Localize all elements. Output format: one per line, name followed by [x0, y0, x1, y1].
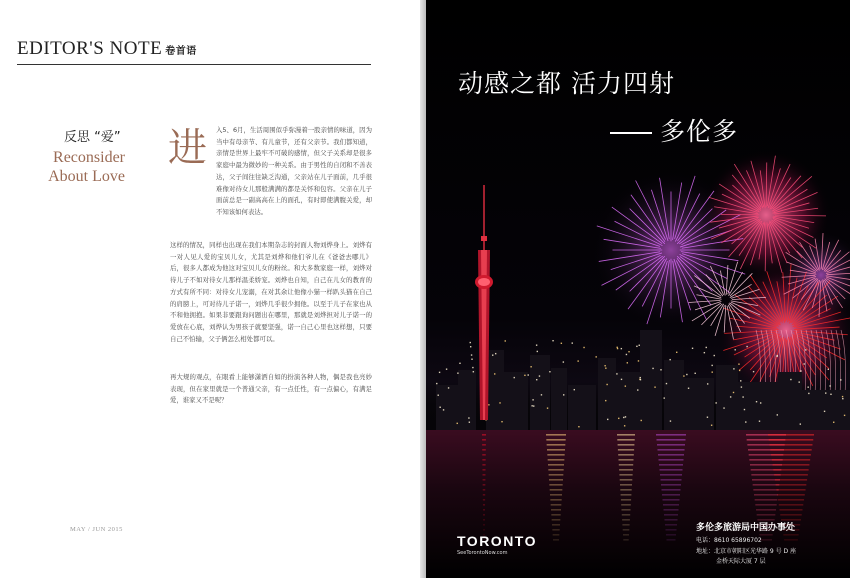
- reflection-streak: [617, 434, 635, 436]
- reflection-streak: [482, 434, 486, 436]
- reflection-streak: [753, 484, 780, 486]
- reflection-streak: [546, 439, 565, 441]
- window-light: [448, 387, 449, 388]
- window-light: [714, 355, 715, 356]
- window-light: [616, 373, 617, 374]
- window-light: [652, 368, 653, 369]
- reflection-streak: [623, 534, 629, 536]
- ad-headline-city: 多伦多: [660, 117, 739, 146]
- window-light: [830, 394, 831, 395]
- reflection-streak: [621, 499, 631, 501]
- window-light: [800, 423, 801, 424]
- reflection-streak: [483, 514, 485, 516]
- window-light: [730, 396, 731, 397]
- reflection-streak: [772, 459, 810, 461]
- window-light: [706, 347, 707, 348]
- window-light: [842, 396, 843, 397]
- window-light: [676, 352, 677, 353]
- window-light: [605, 400, 606, 401]
- reflection-streak: [483, 529, 484, 531]
- window-light: [742, 396, 743, 397]
- window-light: [618, 418, 619, 419]
- window-light: [536, 344, 537, 345]
- reflection-streak: [667, 539, 676, 541]
- window-light: [621, 348, 622, 349]
- header-divider: [17, 64, 371, 65]
- reflection-streak: [553, 534, 560, 536]
- reflection-streak: [618, 454, 634, 456]
- reflection-streak: [551, 514, 560, 516]
- reflection-streak: [661, 479, 682, 481]
- window-light: [539, 375, 540, 376]
- window-light: [473, 371, 474, 372]
- reflection-streak: [483, 519, 485, 521]
- window-light: [457, 372, 458, 373]
- reflection-streak: [755, 499, 778, 501]
- reflection-streak: [482, 454, 485, 456]
- window-light: [469, 422, 470, 423]
- window-light: [807, 386, 808, 387]
- window-light: [669, 359, 670, 360]
- reflection-streak: [777, 494, 805, 496]
- reflection-streak: [622, 509, 631, 511]
- reflection-streak: [549, 474, 564, 476]
- reflection-streak: [755, 504, 776, 506]
- window-light: [625, 385, 626, 386]
- reflection-streak: [618, 444, 635, 446]
- reflection-streak: [549, 484, 562, 486]
- reflection-streak: [666, 534, 676, 536]
- window-light: [563, 361, 564, 362]
- window-light: [446, 368, 447, 369]
- article-title-en: [35, 148, 125, 186]
- reflection-streak: [769, 439, 813, 441]
- logo-wordmark: TORONTO: [457, 533, 537, 549]
- window-light: [621, 379, 622, 380]
- reflection-streak: [665, 524, 677, 526]
- window-light: [641, 420, 642, 421]
- window-light: [572, 342, 573, 343]
- ad-headline-line2: [610, 112, 738, 148]
- reflection-streak: [780, 509, 803, 511]
- window-light: [842, 398, 843, 399]
- reflection-streak: [660, 474, 682, 476]
- window-light: [541, 394, 542, 395]
- window-light: [639, 345, 640, 346]
- reflection-streak: [663, 504, 679, 506]
- reflection-streak: [770, 449, 811, 451]
- window-light: [514, 377, 515, 378]
- window-light: [499, 402, 500, 403]
- window-light: [547, 407, 548, 408]
- section-title-en: EDITOR'S NOTE: [17, 38, 163, 59]
- window-light: [670, 420, 671, 421]
- window-light: [740, 380, 741, 381]
- window-light: [776, 356, 777, 357]
- article-paragraph-3: 再大规的观点，在眼看上能够潇洒自如的扮演各种人物，偶是我也亮妙表现，但在家里就是一个普通父亲，有一点任性，有一点偏心，有满足爱，谁家又不是呢？: [170, 373, 372, 405]
- window-light: [574, 389, 575, 390]
- window-light: [664, 397, 665, 398]
- reflection-streak: [623, 539, 628, 541]
- window-light: [439, 372, 440, 373]
- window-light: [495, 353, 496, 354]
- reflection-streak: [768, 434, 814, 436]
- reflection-streak: [620, 479, 633, 481]
- window-light: [438, 395, 439, 396]
- window-light: [577, 360, 578, 361]
- reflection-streak: [780, 514, 801, 516]
- reflection-streak: [620, 484, 632, 486]
- window-light: [471, 354, 472, 355]
- window-light: [840, 379, 841, 380]
- reflection-streak: [618, 449, 634, 451]
- window-light: [638, 360, 639, 361]
- reflection-streak: [622, 514, 630, 516]
- window-light: [607, 419, 608, 420]
- article-paragraph-1: 入5、6月，生活周围似乎弥漫着一股亲情的味道，因为当中有母亲节、有儿童节，还有父亲节。我们都知道，亲情是世界上最牢不可破的感情，但父子关系却是很多家庭中最为微妙的一种关系。由于男性的自闭和不善表达，父子间往往缺乏沟通，父亲站在儿子面前，几乎很难像对待女儿那般满满的都是关怀和包容。父亲在儿子面前总是一副高高在上的面孔，有时即使满腹关爱，却不知该如何表达。: [216, 126, 372, 216]
- window-light: [800, 370, 801, 371]
- window-light: [488, 404, 489, 405]
- window-light: [712, 371, 713, 372]
- window-light: [829, 385, 830, 386]
- window-light: [492, 354, 493, 355]
- window-light: [660, 369, 661, 370]
- reflection-streak: [776, 489, 805, 491]
- window-light: [617, 348, 618, 349]
- window-light: [606, 384, 607, 385]
- window-light: [746, 346, 747, 347]
- window-light: [741, 386, 742, 387]
- window-light: [640, 377, 641, 378]
- reflection-streak: [482, 459, 485, 461]
- reflection-streak: [483, 484, 486, 486]
- reflection-streak: [552, 519, 561, 521]
- reflection-streak: [779, 504, 804, 506]
- firework-streak: [721, 214, 759, 215]
- reflection-streak: [619, 474, 632, 476]
- reflection-streak: [661, 484, 681, 486]
- window-light: [715, 402, 716, 403]
- reflection-streak: [552, 529, 559, 531]
- window-light: [623, 417, 624, 418]
- window-light: [756, 401, 757, 402]
- reflection-streak: [775, 479, 807, 481]
- window-light: [501, 421, 502, 422]
- window-light: [733, 392, 734, 393]
- reflection-streak: [553, 539, 559, 541]
- reflection-streak: [551, 504, 562, 506]
- article-title-zh: 反思 “爱”: [64, 130, 121, 145]
- reflection-streak: [549, 479, 563, 481]
- window-light: [505, 340, 506, 341]
- window-light: [760, 402, 761, 403]
- window-light: [744, 409, 745, 410]
- reflection-streak: [483, 474, 486, 476]
- window-light: [759, 421, 760, 422]
- office-address-line1: 地址：北京市朝阳区光华路 9 号 D 座: [696, 548, 797, 555]
- section-title-zh: 卷首语: [165, 46, 197, 57]
- window-light: [537, 351, 538, 352]
- article-paragraph-2: 这样的情况，同样也出现在我们本期杂志的封面人物刘烨身上。刘烨有一对人见人爱的宝贝儿女，尤其是刘烨和他们爷儿在《爸爸去哪儿》后，很多人都成为他这对宝贝儿女的粉丝。和大多数家庭一样，刘烨对待儿子不如对待女儿那样温柔娇宠。刘烨也自知，自己在儿女的教育的方式有所不同：对待女儿宠溺，在对其余让他像小猫一样趴头猫在自己的肩膀上，可对待儿子诺一，刘烨几乎很少拥他。以至于儿子在家也从不和他拥抱。如果非要跟询问题出在哪里，那就是刘烨担对儿子诺一的爱放在心底，刘烨认为男孩子就要坚强，诺一自己心里也这样想，只要自己不怕输，父子俩怎么相处都可以。: [170, 241, 372, 343]
- window-light: [627, 362, 628, 363]
- window-light: [707, 383, 708, 384]
- reflection-streak: [547, 444, 566, 446]
- reflection-streak: [622, 524, 629, 526]
- reflection-streak: [548, 469, 563, 471]
- reflection-streak: [784, 539, 798, 541]
- window-light: [704, 352, 705, 353]
- headline-dash: [610, 132, 652, 134]
- reflection-streak: [773, 464, 810, 466]
- window-light: [636, 346, 637, 347]
- window-light: [753, 371, 754, 372]
- reflection-streak: [665, 519, 678, 521]
- reflection-streak: [657, 444, 685, 446]
- reflection-streak: [756, 509, 776, 511]
- window-light: [617, 347, 618, 348]
- reflection-streak: [483, 524, 485, 526]
- window-light: [605, 367, 606, 368]
- reflection-streak: [660, 469, 683, 471]
- reflection-streak: [621, 504, 631, 506]
- reflection-streak: [771, 454, 811, 456]
- reflection-streak: [754, 494, 778, 496]
- window-light: [808, 393, 809, 394]
- reflection-streak: [753, 489, 778, 491]
- reflection-streak: [662, 494, 680, 496]
- window-light: [524, 375, 525, 376]
- window-light: [805, 349, 806, 350]
- reflection-streak: [776, 484, 807, 486]
- window-light: [790, 379, 791, 380]
- reflection-streak: [664, 509, 679, 511]
- reflection-streak: [546, 434, 566, 436]
- window-light: [552, 340, 553, 341]
- reflection-streak: [659, 459, 684, 461]
- reflection-streak: [550, 489, 563, 491]
- window-light: [637, 389, 638, 390]
- reflection-streak: [774, 474, 808, 476]
- reflection-streak: [483, 504, 485, 506]
- window-light: [563, 394, 564, 395]
- reflection-streak: [483, 494, 485, 496]
- reflection-streak: [483, 489, 486, 491]
- reflection-streak: [757, 514, 776, 516]
- reflection-streak: [482, 464, 485, 466]
- window-light: [654, 386, 655, 387]
- window-light: [561, 343, 562, 344]
- window-light: [828, 369, 829, 370]
- window-light: [803, 363, 804, 364]
- window-light: [711, 365, 712, 366]
- reflection-streak: [778, 499, 804, 501]
- window-light: [683, 375, 684, 376]
- toronto-ad-page: [426, 0, 850, 578]
- window-light: [472, 367, 473, 368]
- office-phone: 电话：8610 65896702: [696, 537, 762, 544]
- window-light: [536, 379, 537, 380]
- reflection-streak: [482, 469, 485, 471]
- reflection-streak: [619, 469, 633, 471]
- reflection-streak: [619, 459, 634, 461]
- window-light: [528, 374, 529, 375]
- window-light: [739, 370, 740, 371]
- reflection-streak: [547, 449, 565, 451]
- window-light: [825, 392, 826, 393]
- window-light: [459, 363, 460, 364]
- reflection-streak: [622, 519, 630, 521]
- window-light: [738, 363, 739, 364]
- reflection-streak: [547, 454, 564, 456]
- reflection-streak: [551, 509, 561, 511]
- drop-cap: 进: [168, 126, 208, 171]
- window-light: [686, 374, 687, 375]
- window-light: [711, 425, 712, 426]
- reflection-streak: [659, 464, 683, 466]
- window-light: [470, 346, 471, 347]
- issue-date: MAY / JUN 2015: [70, 526, 123, 533]
- toronto-logo: [457, 533, 537, 556]
- reflection-streak: [783, 534, 798, 536]
- window-light: [666, 383, 667, 384]
- window-light: [694, 373, 695, 374]
- section-header: [17, 38, 197, 60]
- window-light: [833, 422, 834, 423]
- reflection-streak: [550, 499, 561, 501]
- window-light: [625, 416, 626, 417]
- window-light: [688, 388, 689, 389]
- window-light: [530, 366, 531, 367]
- window-light: [470, 342, 471, 343]
- reflection-streak: [548, 459, 565, 461]
- window-light: [735, 349, 736, 350]
- reflection-streak: [548, 464, 564, 466]
- reflection-streak: [658, 449, 685, 451]
- reflection-streak: [620, 489, 631, 491]
- window-light: [692, 348, 693, 349]
- window-light: [468, 417, 469, 418]
- article-title-en-line1: Reconsider: [53, 149, 125, 166]
- reflection-streak: [623, 529, 630, 531]
- reflection-streak: [657, 439, 686, 441]
- window-light: [533, 405, 534, 406]
- window-light: [628, 351, 629, 352]
- window-light: [824, 411, 825, 412]
- window-light: [745, 421, 746, 422]
- window-light: [583, 347, 584, 348]
- reflection-streak: [482, 439, 486, 441]
- reflection-streak: [621, 494, 632, 496]
- reflection-streak: [619, 464, 633, 466]
- window-light: [436, 383, 437, 384]
- window-light: [531, 405, 532, 406]
- window-light: [723, 407, 724, 408]
- reflection-streak: [483, 499, 485, 501]
- editors-note-page: [0, 0, 424, 578]
- reflection-streak: [773, 469, 808, 471]
- office-title: 多伦多旅游局中国办事处: [696, 523, 796, 533]
- window-light: [626, 354, 627, 355]
- reflection-streak: [483, 509, 485, 511]
- window-light: [707, 417, 708, 418]
- logo-url: SeeTorontoNow.com: [457, 550, 508, 556]
- window-light: [624, 425, 625, 426]
- reflection-streak: [483, 479, 486, 481]
- window-light: [640, 379, 641, 380]
- reflection-streak: [770, 444, 813, 446]
- reflection-streak: [658, 454, 684, 456]
- reflection-streak: [482, 449, 486, 451]
- ad-headline-line1: 动感之都 活力四射: [458, 69, 675, 98]
- window-light: [844, 415, 845, 416]
- window-light: [798, 381, 799, 382]
- reflection-streak: [662, 489, 681, 491]
- reflection-streak: [550, 494, 562, 496]
- reflection-streak: [656, 434, 686, 436]
- window-light: [578, 426, 579, 427]
- reflection-streak: [666, 529, 677, 531]
- reflection-streak: [482, 444, 486, 446]
- window-light: [494, 373, 495, 374]
- office-address-line2: 金桥天际大厦 7 层: [716, 558, 766, 565]
- window-light: [457, 423, 458, 424]
- window-light: [443, 409, 444, 410]
- window-light: [532, 399, 533, 400]
- window-light: [604, 365, 605, 366]
- window-light: [733, 368, 734, 369]
- window-light: [471, 359, 472, 360]
- reflection-streak: [552, 524, 560, 526]
- reflection-streak: [617, 439, 634, 441]
- window-light: [439, 407, 440, 408]
- window-light: [549, 371, 550, 372]
- reflection-streak: [664, 514, 678, 516]
- article-title-en-line2: About Love: [48, 168, 125, 185]
- reflection-streak: [663, 499, 680, 501]
- window-light: [777, 414, 778, 415]
- window-light: [595, 356, 596, 357]
